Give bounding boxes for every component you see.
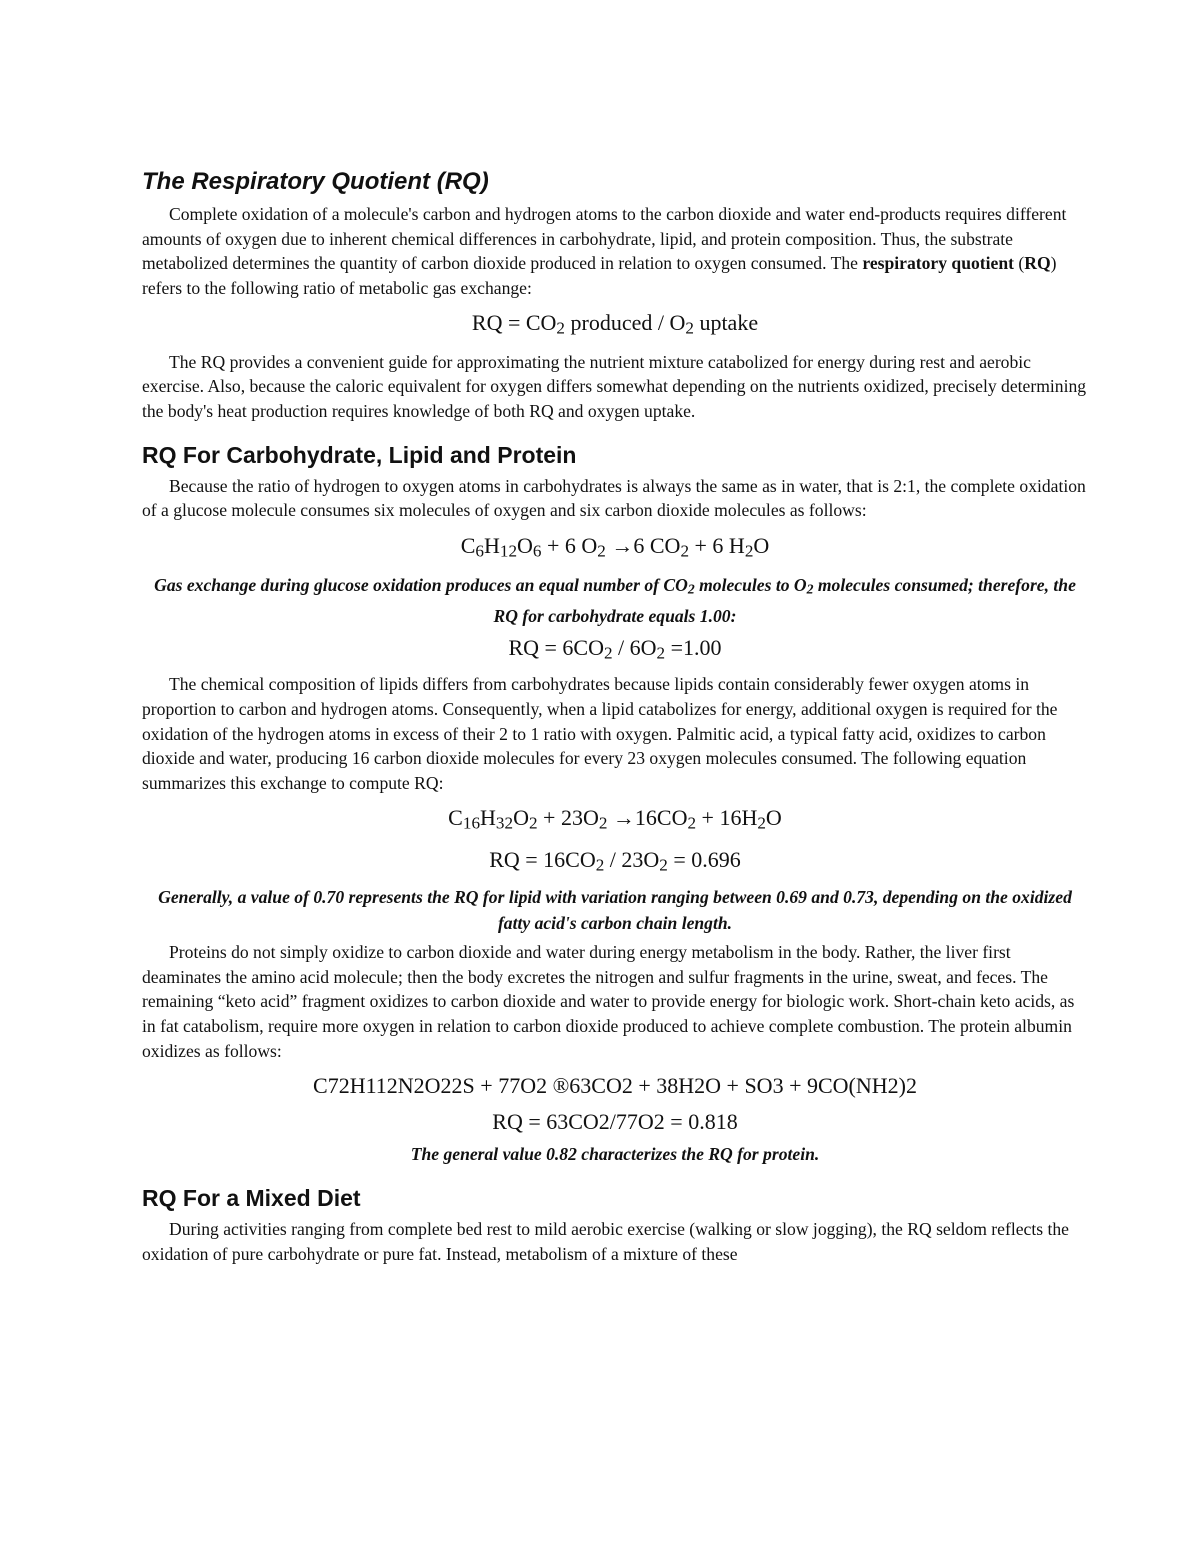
eq-part: C [460, 532, 476, 558]
eq-sub: 2 [687, 813, 697, 833]
eq-sub: 2 [597, 541, 606, 561]
eq-part: uptake [693, 310, 759, 336]
eq-sub: 2 [757, 813, 766, 833]
paragraph-protein: Proteins do not simply oxidize to carbon dioxide and water during energy metabolism in the body. Rather, the liver first deaminates the amino acid molecule; then the body excretes the nitrogen and sulfur fragments in the urine, sweat, and feces. The remaining “keto acid” fragment oxidizes to carbon dioxide and water to provide energy for biologic work. Short-chain keto acids, as in fat catabolism, require more oxygen in relation to carbon dioxide produced to achieve complete combustion. The protein albumin oxidizes as follows: [142, 942, 1075, 1061]
eq-part: RQ = 16CO [489, 846, 596, 872]
eq-sub: 2 [603, 643, 613, 663]
heading-respiratory-quotient: The Respiratory Quotient (RQ) [142, 168, 489, 195]
eq-part: RQ = CO [471, 310, 557, 336]
equation-glucose-oxidation [142, 531, 1088, 566]
eq-sub: 12 [499, 541, 518, 561]
eq-sub: 2 [744, 541, 754, 561]
term-rq-abbr: RQ [1024, 253, 1051, 274]
eq-sub: 16 [462, 813, 481, 833]
note-carbohydrate-rq [142, 572, 1088, 629]
equation-albumin-oxidation: C72H112N2O22S + 77O2 ®63CO2 + 38H2O + SO3 + 9CO(NH2)2 [313, 1073, 917, 1099]
equation-palmitic-oxidation [142, 803, 1088, 838]
eq-sub: 32 [495, 813, 514, 833]
note-sub: 2 [687, 581, 695, 597]
eq-sub: 2 [680, 541, 690, 561]
note-part: molecules to O [694, 575, 807, 596]
paragraph-rq-definition [142, 202, 1088, 300]
eq-part: / 23O [604, 846, 660, 872]
eq-part: H [480, 805, 496, 831]
eq-sub: 6 [475, 541, 484, 561]
eq-sub: 6 [532, 541, 542, 561]
eq-part: / 6O [612, 634, 657, 660]
document-page [142, 166, 1088, 1266]
eq-part: O [765, 805, 782, 831]
term-respiratory-quotient: respiratory quotient [862, 253, 1014, 274]
note-sub: 2 [806, 581, 814, 597]
eq-sub: 2 [598, 813, 608, 833]
equation-protein-rq: RQ = 63CO2/77O2 = 0.818 [492, 1109, 738, 1135]
eq-part: O [517, 532, 533, 558]
heading-rq-macronutrients: RQ For Carbohydrate, Lipid and Protein [142, 441, 577, 468]
paragraph-rq-guide: The RQ provides a convenient guide for approximating the nutrient mixture catabolized for energy during rest and aerobic exercise. Also, because the caloric equivalent for oxygen differs somewhat depending on the nutrients oxidized, precisely determining the body's heat production requires knowledge of both RQ and oxygen uptake. [142, 351, 1087, 421]
eq-part: produced / O [565, 310, 686, 336]
heading-mixed-diet: RQ For a Mixed Diet [142, 1185, 361, 1212]
equation-carbohydrate-rq [142, 633, 1088, 668]
note-part: Gas exchange during glucose oxidation produces an equal number of CO [154, 575, 688, 596]
paragraph-text: ) refers to the following ratio of metabolic gas exchange: [142, 253, 1057, 298]
eq-sub: 2 [656, 643, 666, 663]
eq-sub: 2 [595, 855, 605, 875]
eq-sub: 2 [685, 318, 694, 338]
eq-part: + 23O [537, 805, 599, 831]
equation-lipid-rq [142, 845, 1088, 880]
eq-part: →6 CO [605, 532, 681, 558]
eq-part: + 16H [696, 805, 758, 831]
eq-sub: 2 [659, 855, 668, 875]
note-part: molecules consumed; therefore, the RQ for carbohydrate equals 1.00: [493, 575, 1076, 626]
note-lipid-rq: Generally, a value of 0.70 represents the RQ for lipid with variation ranging between 0.69 and 0.73, depending on the oxidized fatty acid's carbon chain length. [158, 887, 1072, 934]
eq-part: + 6 O [541, 532, 598, 558]
eq-sub: 2 [556, 318, 565, 338]
paragraph-text: Complete oxidation of a molecule's carbon and hydrogen atoms to the carbon dioxide and water end-products requires different amounts of oxygen due to inherent chemical differences in carbohydrate, lipid, and protein composition. Thus, the substrate metabolized determines the quantity of carbon dioxide produced in relation to oxygen consumed. The [142, 204, 1067, 274]
paragraph-mixed-diet: During activities ranging from complete bed rest to mild aerobic exercise (walking or slow jogging), the RQ seldom reflects the oxidation of pure carbohydrate or pure fat. Instead, metabolism of a mixture of these [142, 1219, 1069, 1264]
eq-part: C [448, 805, 463, 831]
paren-open: ( [1013, 253, 1025, 274]
eq-part: →16CO [607, 805, 688, 831]
equation-rq-ratio [142, 308, 1088, 343]
note-protein-rq: The general value 0.82 characterizes the RQ for protein. [410, 1144, 820, 1165]
eq-part: H [483, 532, 500, 558]
eq-part: = 0.696 [667, 846, 741, 872]
paragraph-lipid: The chemical composition of lipids differs from carbohydrates because lipids contain considerably fewer oxygen atoms in proportion to carbon and hydrogen atoms. Consequently, when a lipid catabolizes for energy, additional oxygen is required for the oxidation of the hydrogen atoms in excess of their 2 to 1 ratio with oxygen. Palmitic acid, a typical fatty acid, oxidizes to carbon dioxide and water, producing 16 carbon dioxide molecules for every 23 oxygen molecules consumed. The following equation summarizes this exchange to compute RQ: [142, 674, 1058, 793]
eq-part: =1.00 [665, 634, 722, 660]
eq-part: O [513, 805, 529, 831]
eq-sub: 2 [528, 813, 538, 833]
eq-part: O [753, 532, 770, 558]
eq-part: RQ = 6CO [508, 634, 604, 660]
eq-part: + 6 H [689, 532, 745, 558]
paragraph-carbohydrate: Because the ratio of hydrogen to oxygen atoms in carbohydrates is always the same as in water, that is 2:1, the complete oxidation of a glucose molecule consumes six molecules of oxygen and six carbon dioxide molecules as follows: [142, 475, 1086, 521]
